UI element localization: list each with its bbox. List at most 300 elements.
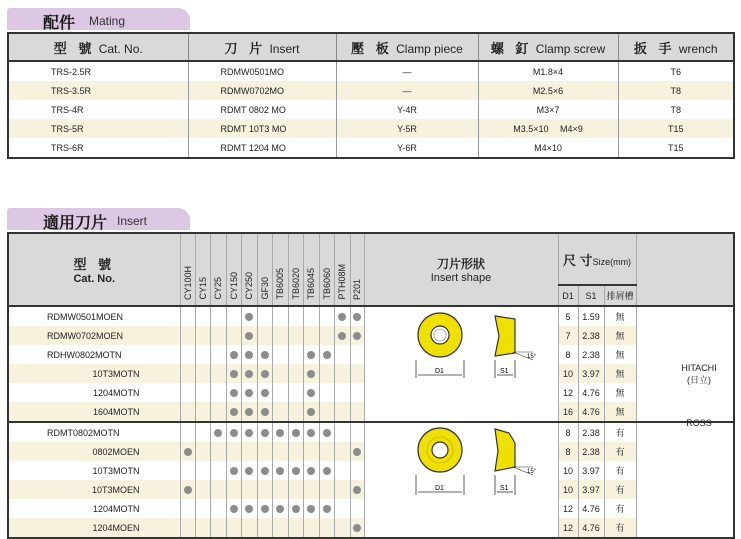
mating-cell: T15	[618, 138, 734, 158]
availability-dot	[230, 467, 238, 475]
grade-cell	[226, 383, 241, 402]
grade-cell	[195, 364, 210, 383]
table-row	[8, 119, 734, 138]
grade-cell	[350, 461, 364, 480]
availability-dot	[307, 505, 315, 513]
grade-cell	[334, 461, 350, 480]
insert-section-tab	[7, 208, 190, 230]
mating-title-en: Mating	[89, 14, 126, 28]
s1-cell: 2.38	[578, 345, 604, 364]
grade-cell	[195, 383, 210, 402]
insert-header-grade	[303, 233, 319, 306]
d1-cell: 8	[558, 345, 578, 364]
availability-dot	[261, 389, 269, 397]
mating-cell: Y-6R	[336, 138, 478, 158]
grade-cell	[334, 345, 350, 364]
grade-cell	[195, 499, 210, 518]
grade-cell	[303, 364, 319, 383]
chip-cell: 無	[604, 326, 636, 345]
grade-cell	[319, 402, 334, 422]
availability-dot	[184, 448, 192, 456]
grade-cell	[303, 383, 319, 402]
grade-cell	[303, 345, 319, 364]
d1-cell: 16	[558, 402, 578, 422]
availability-dot	[323, 467, 331, 475]
d1-cell: 12	[558, 383, 578, 402]
grade-cell	[180, 383, 195, 402]
insert-table	[7, 232, 735, 539]
mating-header-en: Cat. No.	[98, 41, 143, 56]
grade-cell	[319, 518, 334, 538]
chip-cell: 無	[604, 345, 636, 364]
availability-dot	[245, 351, 253, 359]
grade-cell	[257, 480, 272, 499]
col-d1: D1	[562, 290, 574, 301]
grade-cell	[272, 364, 288, 383]
grade-cell	[319, 461, 334, 480]
mating-cell: RDMW0501MO	[188, 61, 336, 81]
grade-cell	[241, 364, 257, 383]
mating-header-1	[188, 33, 336, 61]
grade-cell	[257, 326, 272, 345]
insert-cat-cell: 10T3MOEN	[8, 480, 180, 499]
availability-dot	[323, 505, 331, 513]
mating-cell: TRS-6R	[8, 138, 188, 158]
grade-label: CY250	[244, 272, 254, 300]
availability-dot	[353, 332, 361, 340]
table-row	[8, 138, 734, 158]
grade-cell	[226, 306, 241, 326]
angle-label: 15°	[527, 354, 537, 360]
grade-cell	[257, 364, 272, 383]
insert-cat-cell: 1604MOTN	[8, 402, 180, 422]
grade-label: TB6045	[306, 268, 316, 300]
availability-dot	[292, 429, 300, 437]
grade-cell	[257, 306, 272, 326]
availability-dot	[245, 505, 253, 513]
grade-cell	[319, 364, 334, 383]
d1-cell: 8	[558, 442, 578, 461]
grade-cell	[180, 306, 195, 326]
grade-cell	[288, 306, 303, 326]
grade-cell	[210, 364, 226, 383]
grade-cell	[319, 499, 334, 518]
d1-cell: 10	[558, 461, 578, 480]
availability-dot	[245, 408, 253, 416]
grade-cell	[226, 326, 241, 345]
s1-cell: 3.97	[578, 461, 604, 480]
availability-dot	[307, 467, 315, 475]
availability-dot	[261, 351, 269, 359]
grade-cell	[257, 499, 272, 518]
insert-header-grade	[226, 233, 241, 306]
grade-cell	[180, 402, 195, 422]
grade-cell	[288, 518, 303, 538]
insert-header-grade	[241, 233, 257, 306]
grade-cell	[272, 518, 288, 538]
availability-dot	[276, 467, 284, 475]
grade-cell	[195, 442, 210, 461]
grade-cell	[257, 383, 272, 402]
grade-cell	[334, 326, 350, 345]
s1-cell: 2.38	[578, 326, 604, 345]
s1-cell: 1.59	[578, 306, 604, 326]
grade-cell	[195, 461, 210, 480]
brand-hitachi-name: HITACHI	[681, 363, 717, 373]
grade-cell	[257, 345, 272, 364]
mating-header-zh: 刀 片	[224, 40, 267, 56]
col-s1: S1	[585, 290, 597, 301]
chip-cell: 有	[604, 480, 636, 499]
mating-cell: TRS-3.5R	[8, 81, 188, 100]
insert-header-grade	[180, 233, 195, 306]
grade-label: GF30	[259, 277, 270, 300]
insert-cat-cell: 1204MOTN	[8, 499, 180, 518]
grade-cell	[210, 422, 226, 442]
availability-dot	[230, 429, 238, 437]
grade-label: P201	[352, 278, 362, 300]
grade-cell	[195, 345, 210, 364]
grade-cell	[195, 480, 210, 499]
dim-label-s1-2: S1	[500, 485, 509, 492]
size-zh: 尺 寸	[562, 252, 593, 268]
availability-dot	[353, 448, 361, 456]
mating-header-zh: 扳 手	[633, 40, 676, 56]
availability-dot	[261, 505, 269, 513]
grade-cell	[288, 442, 303, 461]
insert-header-shape	[364, 233, 558, 306]
insert-header-grade	[319, 233, 334, 306]
grade-cell	[210, 306, 226, 326]
grade-cell	[334, 306, 350, 326]
grade-label: TB6020	[290, 268, 301, 300]
grade-cell	[241, 518, 257, 538]
availability-dot	[353, 313, 361, 321]
grade-cell	[210, 383, 226, 402]
grade-cell	[226, 461, 241, 480]
insert-cat-cell: RDHW0802MOTN	[8, 345, 180, 364]
insert-header-grade	[195, 233, 210, 306]
availability-dot	[230, 389, 238, 397]
grade-cell	[272, 402, 288, 422]
mating-cell: TRS-2.5R	[8, 61, 188, 81]
d1-cell: 10	[558, 364, 578, 383]
grade-cell	[288, 480, 303, 499]
d1-cell: 12	[558, 518, 578, 538]
mating-cell: T8	[618, 100, 734, 119]
grade-cell	[288, 422, 303, 442]
size-en: Size(mm)	[592, 256, 632, 267]
insert-title-zh: 適用刀片	[43, 215, 108, 232]
grade-cell	[350, 422, 364, 442]
availability-dot	[338, 313, 346, 321]
angle-label-2: 15°	[527, 469, 537, 475]
insert-cat-cell: 10T3MOTN	[8, 461, 180, 480]
dim-label-d1-2: D1	[435, 485, 444, 492]
grade-cell	[303, 422, 319, 442]
grade-cell	[319, 345, 334, 364]
s1-cell: 4.76	[578, 402, 604, 422]
grade-cell	[334, 442, 350, 461]
availability-dot	[292, 505, 300, 513]
chip-cell: 無	[604, 402, 636, 422]
insert-cat-cell: RDMT0802MOTN	[8, 422, 180, 442]
d1-cell: 10	[558, 480, 578, 499]
grade-cell	[180, 442, 195, 461]
availability-dot	[245, 389, 253, 397]
availability-dot	[214, 429, 222, 437]
grade-label: CY100H	[182, 265, 193, 300]
grade-cell	[195, 518, 210, 538]
s1-cell: 3.97	[578, 364, 604, 383]
mating-header-0	[8, 33, 188, 61]
cat-zh: 型 號	[73, 257, 116, 272]
col-chip: 排屑槽	[606, 291, 634, 301]
insert-cat-cell: 0802MOEN	[8, 442, 180, 461]
grade-cell	[272, 326, 288, 345]
grade-cell	[210, 499, 226, 518]
grade-cell	[210, 402, 226, 422]
mating-cell: M3.5×10 M4×9	[478, 119, 618, 138]
availability-dot	[230, 408, 238, 416]
availability-dot	[184, 486, 192, 494]
grade-cell	[226, 402, 241, 422]
grade-cell	[350, 345, 364, 364]
brand-cell	[636, 422, 734, 538]
grade-cell	[319, 480, 334, 499]
grade-cell	[241, 383, 257, 402]
insert-header-size	[558, 233, 636, 285]
table-row	[8, 100, 734, 119]
mating-cell: Y-4R	[336, 100, 478, 119]
grade-label: PTH08M	[337, 264, 347, 300]
chip-cell: 有	[604, 499, 636, 518]
grade-cell	[350, 306, 364, 326]
grade-cell	[257, 442, 272, 461]
s1-cell: 2.38	[578, 442, 604, 461]
grade-label: CY150	[228, 272, 239, 300]
s1-cell: 4.76	[578, 518, 604, 538]
grade-cell	[288, 383, 303, 402]
grade-cell	[180, 480, 195, 499]
insert-header-s1	[578, 285, 604, 306]
grade-cell	[303, 326, 319, 345]
insert-header-grade	[210, 233, 226, 306]
availability-dot	[323, 351, 331, 359]
mating-cell: —	[336, 81, 478, 100]
grade-cell	[319, 326, 334, 345]
mating-header-zh: 壓 板	[351, 40, 393, 56]
grade-cell	[226, 518, 241, 538]
grade-cell	[241, 499, 257, 518]
insert-header-grade	[350, 233, 364, 306]
grade-cell	[210, 326, 226, 345]
grade-cell	[257, 402, 272, 422]
grade-cell	[334, 402, 350, 422]
mating-header-2	[336, 33, 478, 61]
grade-cell	[180, 499, 195, 518]
insert-title-en: Insert	[117, 214, 148, 228]
availability-dot	[245, 370, 253, 378]
brand-hitachi-sub: (日立)	[687, 375, 711, 385]
availability-dot	[230, 370, 238, 378]
grade-cell	[180, 422, 195, 442]
availability-dot	[245, 332, 253, 340]
grade-cell	[241, 402, 257, 422]
grade-cell	[195, 422, 210, 442]
availability-dot	[292, 467, 300, 475]
mating-cell: M4×10	[478, 138, 618, 158]
grade-cell	[241, 480, 257, 499]
grade-cell	[334, 480, 350, 499]
grade-cell	[241, 442, 257, 461]
availability-dot	[245, 313, 253, 321]
grade-cell	[195, 306, 210, 326]
grade-label: CY25	[213, 277, 223, 300]
grade-cell	[334, 364, 350, 383]
insert-header-grade	[288, 233, 303, 306]
grade-cell	[257, 461, 272, 480]
grade-cell	[272, 461, 288, 480]
mating-header-en: wrench	[678, 41, 718, 56]
insert-shape-diagram-2	[405, 415, 555, 515]
grade-cell	[210, 480, 226, 499]
grade-cell	[180, 461, 195, 480]
insert-header-grade	[334, 233, 350, 306]
grade-cell	[288, 499, 303, 518]
table-row	[8, 306, 734, 326]
grade-cell	[350, 326, 364, 345]
s1-cell: 4.76	[578, 499, 604, 518]
grade-cell	[241, 422, 257, 442]
insert-cat-cell: 1204MOTN	[8, 383, 180, 402]
grade-cell	[319, 306, 334, 326]
availability-dot	[261, 467, 269, 475]
insert-cat-cell: RDMW0702MOEN	[8, 326, 180, 345]
mating-header-en: Insert	[269, 41, 300, 56]
insert-cat-cell: 1204MOEN	[8, 518, 180, 538]
brand-ross: ROSS	[686, 418, 712, 428]
grade-cell	[226, 499, 241, 518]
grade-cell	[210, 345, 226, 364]
chip-cell: 有	[604, 422, 636, 442]
d1-cell: 12	[558, 499, 578, 518]
table-row	[8, 61, 734, 81]
grade-cell	[226, 422, 241, 442]
insert-header-blank	[636, 233, 734, 306]
s1-cell: 2.38	[578, 422, 604, 442]
grade-cell	[180, 518, 195, 538]
mating-header-3	[478, 33, 618, 61]
mating-cell: RDMT 1204 MO	[188, 138, 336, 158]
grade-cell	[288, 326, 303, 345]
availability-dot	[230, 351, 238, 359]
grade-label: CY15	[197, 277, 208, 300]
grade-cell	[303, 518, 319, 538]
grade-cell	[350, 518, 364, 538]
grade-cell	[303, 306, 319, 326]
insert-header-grade	[272, 233, 288, 306]
shape-zh: 刀片形狀	[436, 257, 485, 271]
grade-cell	[303, 402, 319, 422]
insert-header-grade	[257, 233, 272, 306]
availability-dot	[323, 429, 331, 437]
s1-cell: 3.97	[578, 480, 604, 499]
mating-cell: T8	[618, 81, 734, 100]
d1-cell: 7	[558, 326, 578, 345]
grade-cell	[272, 442, 288, 461]
grade-cell	[226, 480, 241, 499]
dim-label-s1: S1	[500, 368, 509, 375]
grade-cell	[319, 442, 334, 461]
availability-dot	[276, 505, 284, 513]
grade-label: TB6060	[321, 268, 332, 300]
grade-cell	[257, 422, 272, 442]
grade-cell	[350, 442, 364, 461]
mating-cell: —	[336, 61, 478, 81]
grade-cell	[226, 364, 241, 383]
table-row	[8, 422, 734, 442]
chip-cell: 有	[604, 442, 636, 461]
grade-cell	[334, 499, 350, 518]
chip-cell: 無	[604, 383, 636, 402]
grade-cell	[303, 442, 319, 461]
grade-cell	[334, 518, 350, 538]
availability-dot	[276, 429, 284, 437]
mating-section-tab	[7, 8, 190, 30]
grade-cell	[334, 383, 350, 402]
grade-cell	[180, 326, 195, 345]
grade-cell	[195, 326, 210, 345]
availability-dot	[230, 505, 238, 513]
mating-cell: M2.5×6	[478, 81, 618, 100]
grade-cell	[288, 402, 303, 422]
insert-cat-cell: RDMW0501MOEN	[8, 306, 180, 326]
brand-hitachi	[664, 362, 734, 386]
insert-cat-cell: 10T3MOTN	[8, 364, 180, 383]
mating-header-4	[618, 33, 734, 61]
chip-cell: 有	[604, 518, 636, 538]
table-row	[8, 81, 734, 100]
grade-cell	[272, 383, 288, 402]
availability-dot	[307, 370, 315, 378]
mating-cell: TRS-5R	[8, 119, 188, 138]
mating-cell: RDMT 10T3 MO	[188, 119, 336, 138]
grade-cell	[257, 518, 272, 538]
availability-dot	[245, 467, 253, 475]
grade-label: TB6005	[275, 268, 285, 300]
insert-header-d1	[558, 285, 578, 306]
grade-cell	[319, 383, 334, 402]
grade-cell	[350, 480, 364, 499]
chip-cell: 有	[604, 461, 636, 480]
availability-dot	[338, 332, 346, 340]
grade-cell	[241, 326, 257, 345]
d1-cell: 5	[558, 306, 578, 326]
d1-cell: 8	[558, 422, 578, 442]
mating-cell: T6	[618, 61, 734, 81]
grade-cell	[288, 345, 303, 364]
grade-cell	[350, 402, 364, 422]
grade-cell	[350, 383, 364, 402]
grade-cell	[350, 499, 364, 518]
grade-cell	[195, 402, 210, 422]
availability-dot	[261, 408, 269, 416]
mating-table	[7, 32, 735, 159]
grade-cell	[180, 345, 195, 364]
grade-cell	[288, 461, 303, 480]
availability-dot	[261, 429, 269, 437]
